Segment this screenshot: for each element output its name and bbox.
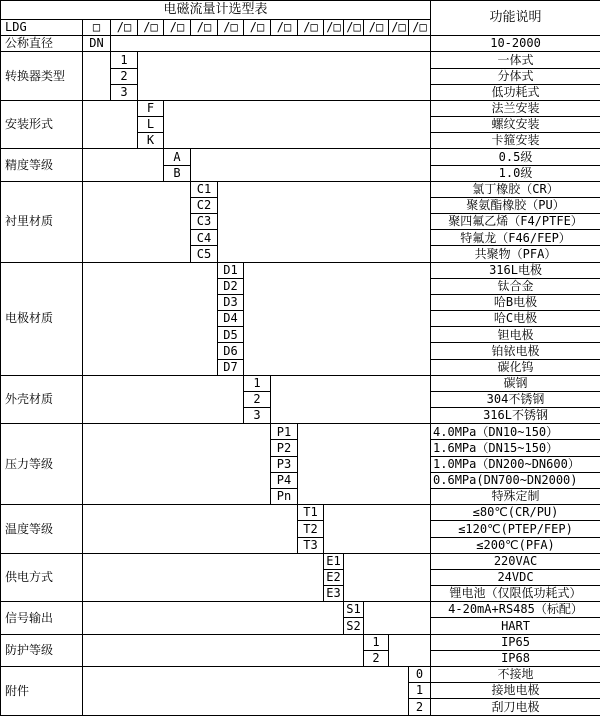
category-housing-material: 外壳材质 — [1, 375, 83, 424]
code-cell: K — [138, 133, 164, 149]
code-cell: D4 — [218, 311, 244, 327]
code-cell: P3 — [271, 456, 298, 472]
code-cell: 2 — [364, 650, 389, 666]
spacer-cell — [83, 666, 409, 715]
code-cell: P1 — [271, 424, 298, 440]
description-cell: 氯丁橡胶（CR） — [431, 181, 600, 197]
category-signal-output: 信号输出 — [1, 602, 83, 634]
code-cell: C1 — [191, 181, 218, 197]
description-cell: 不接地 — [431, 666, 600, 682]
description-cell: 碳化钨 — [431, 359, 600, 375]
description-cell: 220VAC — [431, 553, 600, 569]
description-cell: HART — [431, 618, 600, 634]
description-cell: 螺纹安装 — [431, 117, 600, 133]
description-cell: 一体式 — [431, 52, 600, 68]
model-code-slot: /□ — [111, 20, 138, 36]
code-cell: DN — [83, 36, 111, 52]
description-cell: 316L不锈钢 — [431, 408, 600, 424]
category-power-supply: 供电方式 — [1, 553, 83, 602]
code-cell: C5 — [191, 246, 218, 262]
spacer-cell — [83, 424, 271, 505]
spacer-cell — [389, 634, 431, 666]
description-cell: 0.6MPa(DN700~DN2000) — [431, 472, 600, 488]
code-cell: T2 — [298, 521, 324, 537]
description-cell: 聚氨酯橡胶（PU） — [431, 197, 600, 213]
code-cell: D2 — [218, 278, 244, 294]
description-cell: 1.0MPa（DN200~DN600） — [431, 456, 600, 472]
description-cell: ≤120℃(PTEP/FEP) — [431, 521, 600, 537]
spacer-cell — [83, 553, 324, 602]
category-installation-type: 安装形式 — [1, 100, 83, 149]
description-cell: IP68 — [431, 650, 600, 666]
code-cell: 0 — [409, 666, 431, 682]
spacer-cell — [83, 52, 111, 101]
code-cell: C2 — [191, 197, 218, 213]
category-electrode-material: 电极材质 — [1, 262, 83, 375]
spacer-cell — [83, 149, 164, 181]
code-cell: P2 — [271, 440, 298, 456]
spacer-cell — [83, 375, 244, 424]
category-converter-type: 转换器类型 — [1, 52, 83, 101]
model-code-slot: /□ — [389, 20, 409, 36]
description-cell: 法兰安装 — [431, 100, 600, 116]
spacer-cell — [164, 100, 431, 149]
description-cell: ≤80℃(CR/PU) — [431, 505, 600, 521]
code-cell: D7 — [218, 359, 244, 375]
code-cell: 1 — [111, 52, 138, 68]
code-cell: D1 — [218, 262, 244, 278]
spacer-cell — [218, 181, 431, 262]
description-cell: 分体式 — [431, 68, 600, 84]
category-accuracy-class: 精度等级 — [1, 149, 83, 181]
code-cell: 1 — [364, 634, 389, 650]
description-cell: 铂铱电极 — [431, 343, 600, 359]
description-cell: 10-2000 — [431, 36, 600, 52]
model-code-slot: /□ — [344, 20, 364, 36]
description-cell: 316L电极 — [431, 262, 600, 278]
model-code-slot: /□ — [298, 20, 324, 36]
description-cell: 钛合金 — [431, 278, 600, 294]
model-code-slot: /□ — [138, 20, 164, 36]
description-cell: 24VDC — [431, 569, 600, 585]
description-cell: 特氟龙（F46/FEP） — [431, 230, 600, 246]
description-cell: 接地电极 — [431, 683, 600, 699]
code-cell: 2 — [409, 699, 431, 716]
code-cell: T1 — [298, 505, 324, 521]
table-title: 电磁流量计选型表 — [1, 1, 431, 20]
spacer-cell — [324, 505, 431, 554]
model-code-slot: /□ — [164, 20, 191, 36]
description-cell: 锂电池（仅限低功耗式） — [431, 586, 600, 602]
code-cell: 3 — [111, 84, 138, 100]
description-cell: 碳钢 — [431, 375, 600, 391]
description-cell: 聚四氟乙烯（F4/PTFE） — [431, 214, 600, 230]
spacer-cell — [244, 262, 431, 375]
description-cell: 哈C电极 — [431, 311, 600, 327]
code-cell: E1 — [324, 553, 344, 569]
category-nominal-diameter: 公称直径 — [1, 36, 83, 52]
description-cell: 1.0级 — [431, 165, 600, 181]
category-protection-rating: 防护等级 — [1, 634, 83, 666]
description-cell: 特殊定制 — [431, 488, 600, 504]
spacer-cell — [191, 149, 431, 181]
code-cell: D3 — [218, 294, 244, 310]
description-cell: ≤200℃(PFA) — [431, 537, 600, 553]
spacer-cell — [364, 602, 431, 634]
description-cell: 哈B电极 — [431, 294, 600, 310]
category-accessories: 附件 — [1, 666, 83, 715]
description-cell: 共聚物（PFA） — [431, 246, 600, 262]
code-cell: 2 — [111, 68, 138, 84]
function-column-header: 功能说明 — [431, 1, 600, 36]
code-cell: E2 — [324, 569, 344, 585]
spacer-cell — [298, 424, 431, 505]
model-code-slot: /□ — [324, 20, 344, 36]
model-code-label: LDG — [1, 20, 83, 36]
description-cell: 304不锈钢 — [431, 391, 600, 407]
spacer-cell — [83, 505, 298, 554]
model-code-slot: /□ — [218, 20, 244, 36]
code-cell: 3 — [244, 408, 271, 424]
code-cell: A — [164, 149, 191, 165]
description-cell: 0.5级 — [431, 149, 600, 165]
code-cell: E3 — [324, 586, 344, 602]
description-cell: 4.0MPa（DN10~150） — [431, 424, 600, 440]
spacer-cell — [344, 553, 431, 602]
code-cell: 1 — [244, 375, 271, 391]
description-cell: 钽电极 — [431, 327, 600, 343]
spacer-cell — [83, 100, 138, 149]
spacer-cell — [83, 181, 191, 262]
model-code-slot: /□ — [364, 20, 389, 36]
code-cell: D6 — [218, 343, 244, 359]
code-cell: B — [164, 165, 191, 181]
category-lining-material: 衬里材质 — [1, 181, 83, 262]
code-cell: 1 — [409, 683, 431, 699]
spacer-cell — [111, 36, 431, 52]
description-cell: 1.6MPa（DN15~150） — [431, 440, 600, 456]
code-cell: F — [138, 100, 164, 116]
model-code-slot: /□ — [271, 20, 298, 36]
code-cell: 2 — [244, 391, 271, 407]
code-cell: C3 — [191, 214, 218, 230]
model-code-slot: /□ — [409, 20, 431, 36]
model-code-box: □ — [83, 20, 111, 36]
spacer-cell — [83, 602, 344, 634]
description-cell: 低功耗式 — [431, 84, 600, 100]
model-code-slot: /□ — [244, 20, 271, 36]
category-temperature-rating: 温度等级 — [1, 505, 83, 554]
spacer-cell — [271, 375, 431, 424]
description-cell: 4-20mA+RS485（标配） — [431, 602, 600, 618]
code-cell: T3 — [298, 537, 324, 553]
spacer-cell — [83, 634, 364, 666]
code-cell: C4 — [191, 230, 218, 246]
description-cell: 刮刀电极 — [431, 699, 600, 716]
description-cell: 卡箍安装 — [431, 133, 600, 149]
spacer-cell — [138, 52, 431, 101]
spacer-cell — [83, 262, 218, 375]
code-cell: P4 — [271, 472, 298, 488]
code-cell: D5 — [218, 327, 244, 343]
code-cell: Pn — [271, 488, 298, 504]
code-cell: S1 — [344, 602, 364, 618]
code-cell: S2 — [344, 618, 364, 634]
code-cell: L — [138, 117, 164, 133]
description-cell: IP65 — [431, 634, 600, 650]
model-code-slot: /□ — [191, 20, 218, 36]
category-pressure-rating: 压力等级 — [1, 424, 83, 505]
